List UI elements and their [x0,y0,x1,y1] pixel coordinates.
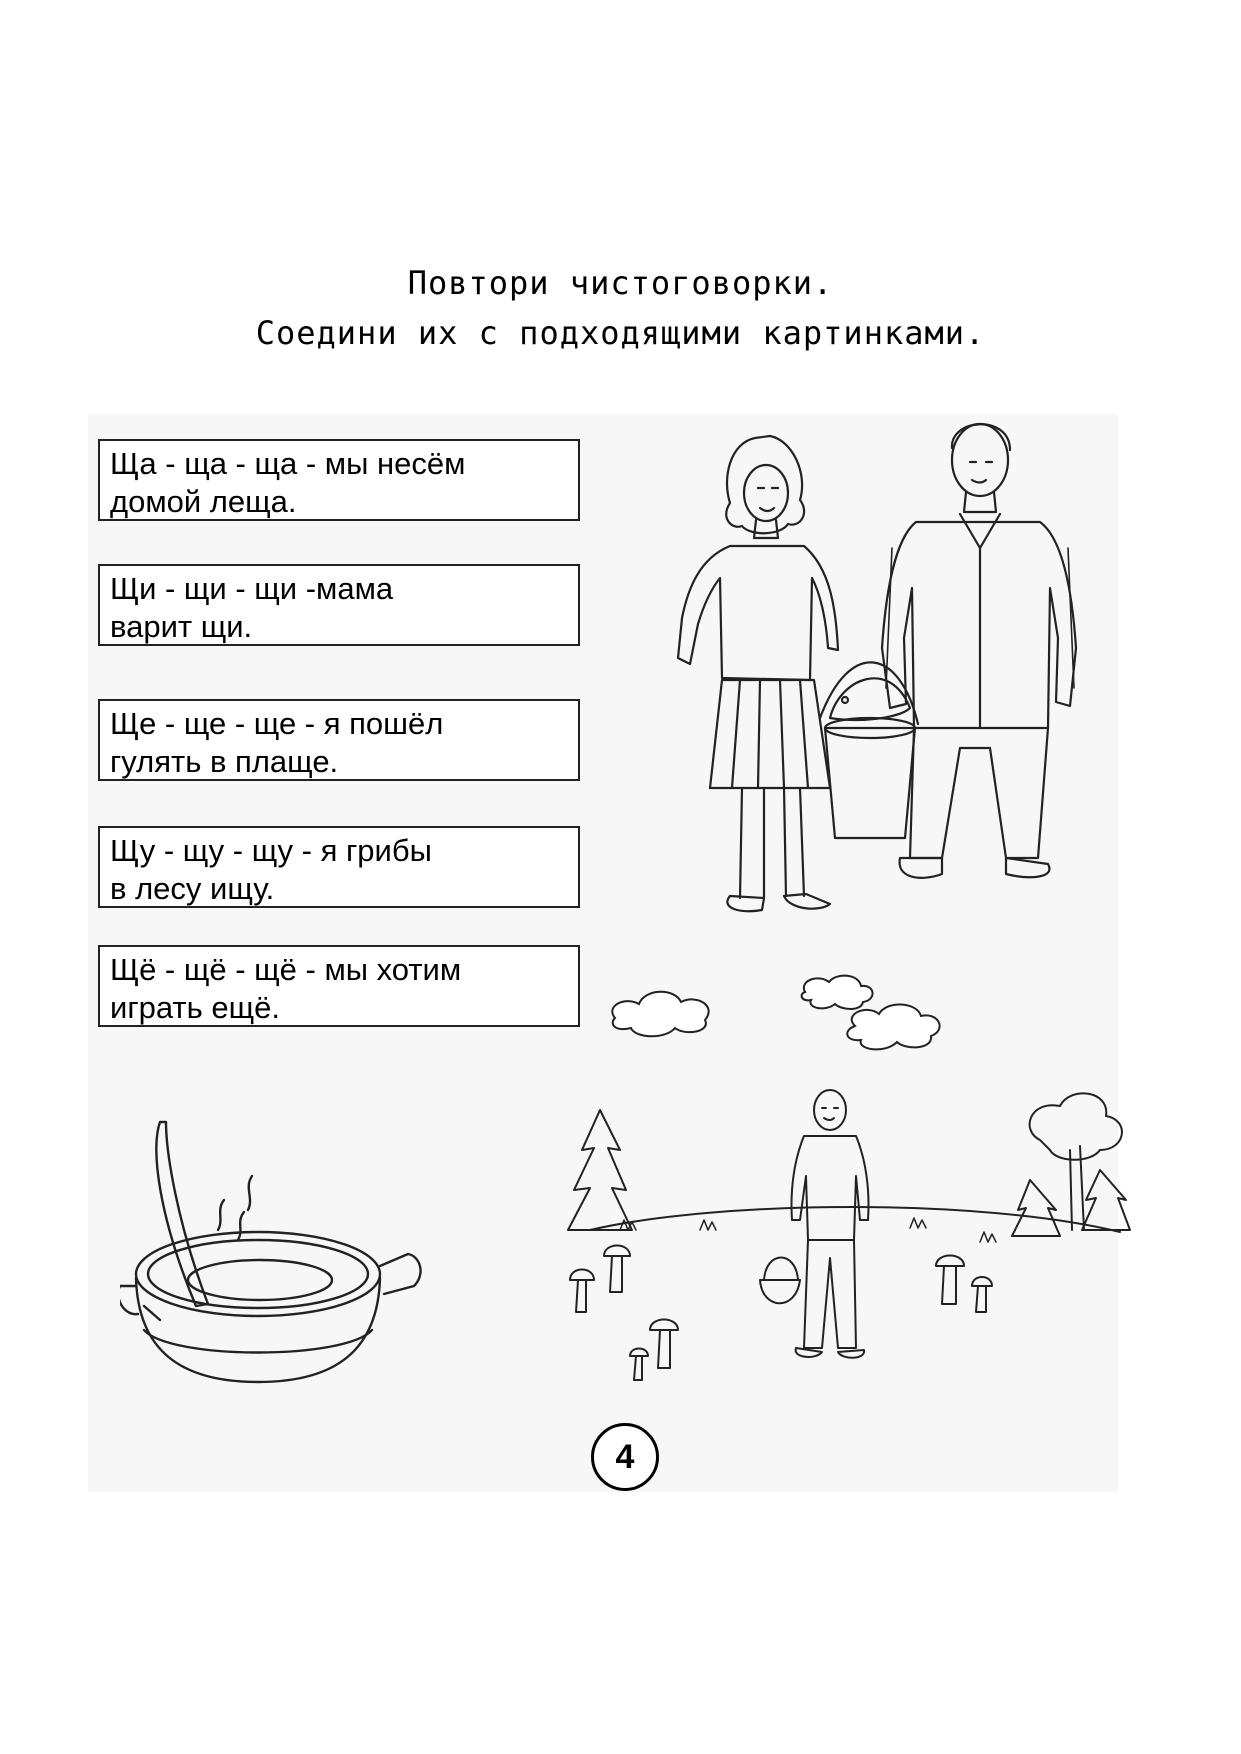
clouds-icon [605,970,975,1060]
tongue-twister-card-1[interactable] [98,439,580,521]
card-text-line: Щи - щи - щи -мама [110,571,394,606]
tongue-twister-card-5[interactable] [98,945,580,1027]
tongue-twister-card-4[interactable] [98,826,580,908]
clouds-picture [605,970,975,1060]
card-text-line: Ще - ще - ще - я пошёл [110,706,444,741]
tongue-twister-card-3[interactable] [98,699,580,781]
mushroom-forest-icon [560,1080,1140,1410]
children-with-bucket-picture[interactable] [660,418,1100,948]
page-number: 4 [591,1423,659,1491]
children-with-bucket-icon [660,418,1100,948]
card-text-line: домой леща. [110,484,297,519]
card-text-line: Щу - щу - щу - я грибы [110,833,432,868]
tongue-twister-card-2[interactable] [98,564,580,646]
instruction-line-1: Повтори чистоговорки. [407,264,834,302]
instruction-line-2: Соедини их с подходящими картинками. [255,314,986,352]
mushroom-forest-picture[interactable] [560,1080,1140,1410]
instructions [0,258,1241,358]
card-text-line: в лесу ищу. [110,871,275,906]
card-text-line: гулять в плаще. [110,744,339,779]
card-text-line: варит щи. [110,609,253,644]
card-text-line: Щё - щё - щё - мы хотим [110,952,462,987]
cooking-pot-picture[interactable] [120,1110,440,1390]
card-text-line: Ща - ща - ща - мы несём [110,446,466,481]
cooking-pot-icon [120,1110,440,1390]
card-text-line: играть ещё. [110,990,280,1025]
